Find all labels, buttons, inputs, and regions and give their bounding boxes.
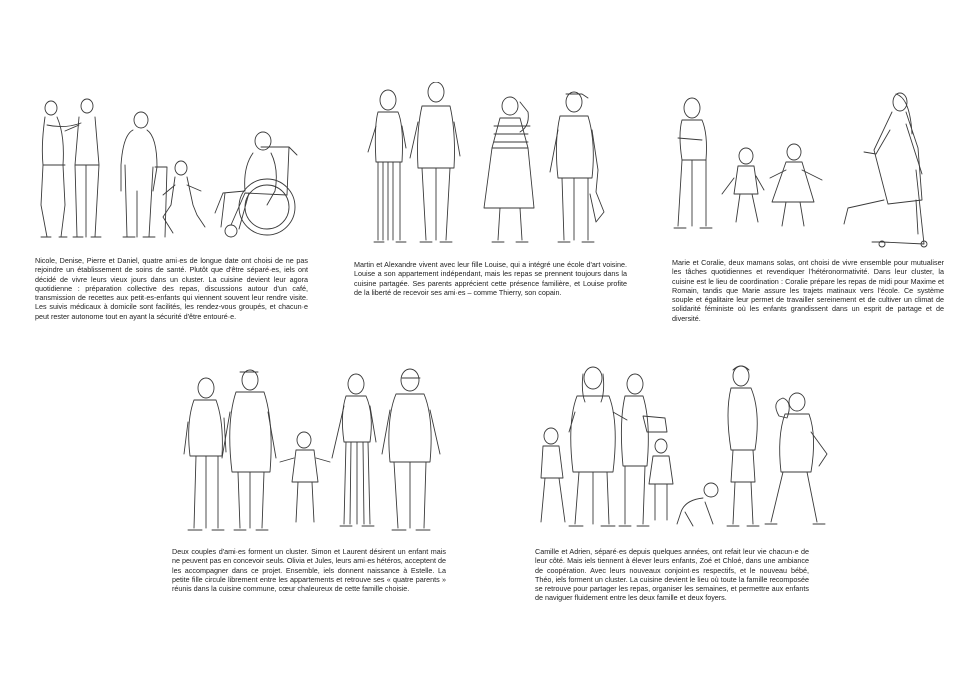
caption-blended-family: Camille et Adrien, séparé·es depuis quelques années, ont refait leur vie chacun·e de leur côté. Mais iels tiennent à élever leurs enfants, Zoé et Chloé, dans une ambiance de coopération. Avec leurs nouveaux conjoint·es respectifs, et le nouveau bébé, Théo, iels forment un cluster. La cuisine devient le lieu où toute la famille recomposée se retrouve pour partager les repas, organiser les semaines, et permettre aux enfants de naviguer fluidement entre les deux famille et deux foyers. bbox=[535, 547, 809, 603]
figure-man-bag bbox=[184, 378, 226, 530]
figure-toddler bbox=[649, 439, 673, 520]
figure-child-hands bbox=[280, 432, 330, 522]
figure-girl-left bbox=[541, 428, 565, 522]
illustration-martin-alexandre bbox=[360, 82, 620, 250]
figure-child-walking bbox=[722, 148, 764, 222]
illustration-elderly-friends bbox=[35, 95, 315, 245]
illustration-two-couples bbox=[178, 362, 448, 537]
figure-woman-bouquet bbox=[765, 393, 827, 524]
figure-man-shirt bbox=[410, 82, 460, 242]
figure-wheelchair bbox=[215, 132, 297, 237]
figure-man-cap bbox=[550, 92, 604, 242]
figure-couple bbox=[41, 99, 101, 237]
figure-woman-long-hair bbox=[569, 367, 627, 526]
figure-man-tablet bbox=[619, 374, 667, 526]
illustration-blended-family bbox=[535, 362, 835, 537]
figure-woman-striped-pants bbox=[332, 374, 376, 526]
caption-martin-alexandre: Martin et Alexandre vivent avec leur fille Louise, qui a intégré une école d'art voisine. Louise a son appartement indépendant, mais les repas se prennent toujours dans la cuisine partagée. Ses parents apprécient cette présence familière, et Louise profite de la liberté de recevoir ses ami·es – comme Thierry, son copain. bbox=[354, 260, 627, 297]
figure-baby-crawling bbox=[677, 483, 718, 526]
figure-man-cane bbox=[121, 112, 167, 237]
figure-woman-scooter bbox=[844, 93, 927, 247]
figure-man-cap-coat bbox=[222, 370, 276, 530]
figure-girl-cap bbox=[484, 97, 534, 242]
figure-woman-tablet bbox=[674, 98, 712, 228]
figure-girl-dress bbox=[770, 144, 822, 226]
figure-man-sunglasses bbox=[382, 369, 440, 530]
illustration-marie-coralie bbox=[668, 84, 943, 249]
caption-marie-coralie: Marie et Coralie, deux mamans solas, ont choisi de vivre ensemble pour mutualiser les tâches quotidiennes et revendiquer l'hétéronormativité. Dans leur cluster, la cuisine est le lieu de coordination : Coralie prépare les repas de midi pour Maxime et Romain, tandis que Marie assure les trajets matinaux vers l'école. Ce système souple et égalitaire leur permet de travailler sereinement et de cultiver un climat de solidarité féministe où les enfants grandissent dans un esprit de partage et de diversité. bbox=[672, 258, 944, 323]
figure-man-beanie bbox=[727, 366, 759, 526]
caption-two-couples: Deux couples d'ami·es forment un cluster. Simon et Laurent désirent un enfant mais ne peuvent pas en concevoir seuls. Olivia et Jules, leurs ami·es hétéros, acceptent de les accompagner dans ce projet. Ensemble, iels donnent naissance à Estelle. La petite fille circule librement entre les appartements et retrouve ses « quatre parents » réunis dans la cuisine commune, cœur chaleureux de cette famille choisie. bbox=[172, 547, 446, 594]
figure-child bbox=[163, 161, 205, 233]
caption-elderly-friends: Nicole, Denise, Pierre et Daniel, quatre ami·es de longue date ont choisi de ne pas rejoindre un établissement de soins de santé. Plutôt que d'être séparé·es, iels ont décidé de vivre leurs vieux jours dans un cluster. La cuisine devient leur agora quotidienne : préparation collective des repas, discussions autour d'un café, transmission de recettes aux petit·es-enfants qui viennent souvent leur rendre visite. Les suivis médicaux à domicile sont facilités, les rendez-vous groupés, et chacun·e peut rester autonome tout en ayant la sécurité d'être entouré·e. bbox=[35, 256, 308, 321]
figure-woman-striped bbox=[368, 90, 406, 242]
